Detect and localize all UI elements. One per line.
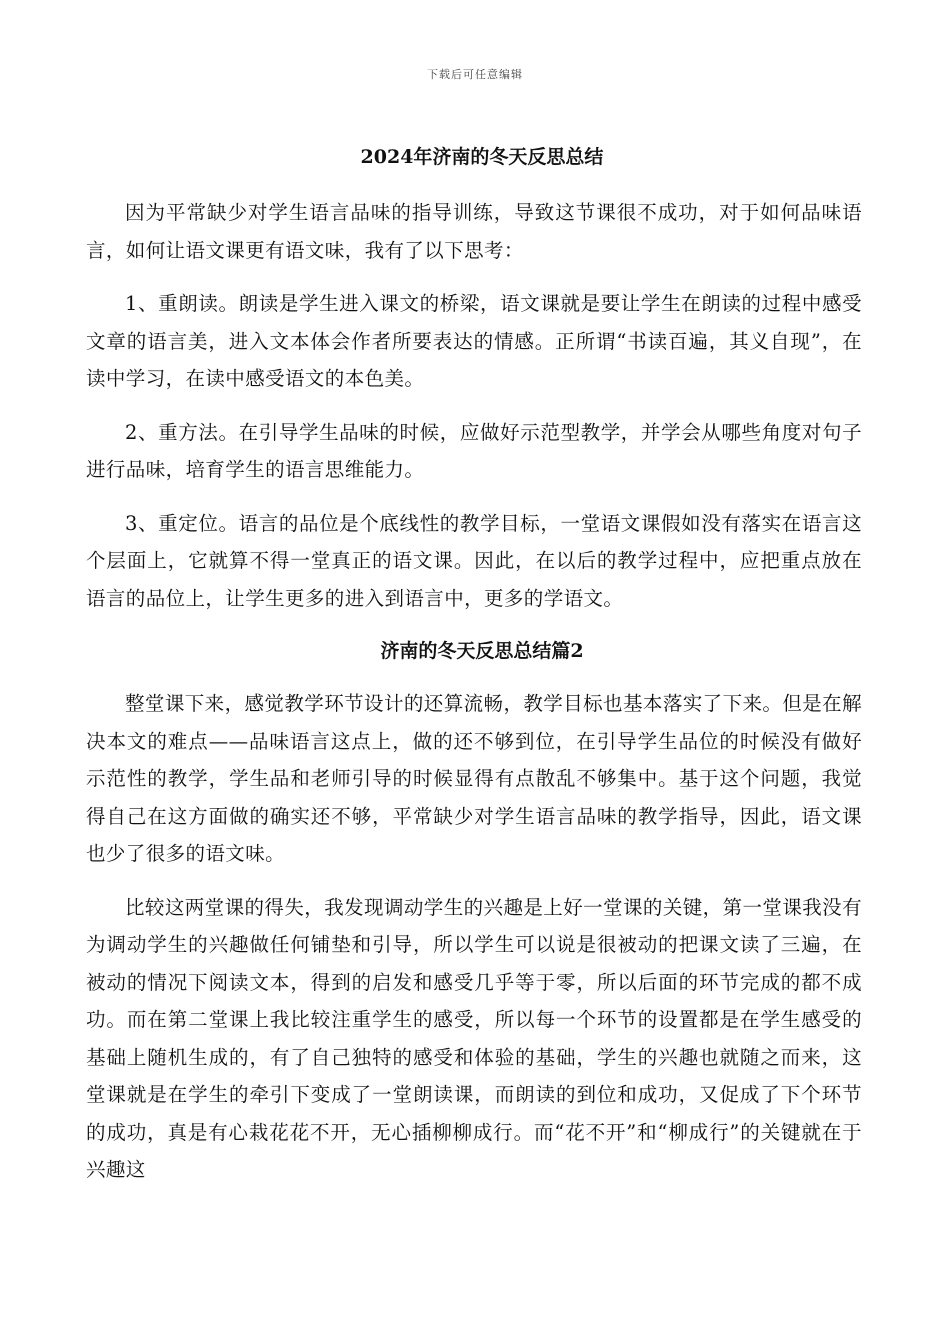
point-2-paragraph: 2、重方法。在引导学生品味的时候，应做好示范型教学，并学会从哪些角度对句子进行品味，培育学生的语言思维能力。 xyxy=(86,420,862,481)
header-note: 下载后可任意编辑 xyxy=(427,68,523,81)
point-3-paragraph: 3、重定位。语言的品位是个底线性的教学目标，一堂语文课假如没有落实在语言这个层面上，它就算不得一堂真正的语文课。因此，在以后的教学过程中，应把重点放在语言的品位上，让学生更多的进入到语言中，更多的学语文。 xyxy=(86,511,862,610)
section-2-paragraph-2: 比较这两堂课的得失，我发现调动学生的兴趣是上好一堂课的关键，第一堂课我没有为调动学生的兴趣做任何铺垫和引导，所以学生可以说是很被动的把课文读了三遍，在被动的情况下阅读文本，得到的启发和感受几乎等于零，所以后面的环节完成的都不成功。而在第二堂课上我比较注重学生的感受，所以每一个环节的设置都是在学生感受的基础上随机生成的，有了自己独特的感受和体验的基础，学生的兴趣也就随之而来，这堂课就是在学生的牵引下变成了一堂朗读课，而朗读的到位和成功，又促成了下个环节的成功，真是有心栽花花不开，无心插柳柳成行。而“花不开”和“柳成行”的关键就在于兴趣这 xyxy=(86,895,862,1181)
document-body xyxy=(86,140,862,1189)
document-title: 2024年济南的冬天反思总结 xyxy=(360,146,604,168)
point-1-paragraph: 1、重朗读。朗读是学生进入课文的桥梁，语文课就是要让学生在朗读的过程中感受文章的语言美，进入文本体会作者所要表达的情感。正所谓“书读百遍，其义自现”，在读中学习，在读中感受语文的本色美。 xyxy=(86,292,862,390)
section-2-paragraph-1: 整堂课下来，感觉教学环节设计的还算流畅，教学目标也基本落实了下来。但是在解决本文的难点——品味语言这点上，做的还不够到位，在引导学生品位的时候没有做好示范性的教学，学生品和老师引导的时候显得有点散乱不够集中。基于这个问题，我觉得自己在这方面做的确实还不够，平常缺少对学生语言品味的教学指导，因此，语文课也少了很多的语文味。 xyxy=(86,692,862,865)
section-2-title: 济南的冬天反思总结篇2 xyxy=(380,640,584,662)
intro-paragraph: 因为平常缺少对学生语言品味的指导训练，导致这节课很不成功，对于如何品味语言，如何让语文课更有语文味，我有了以下思考： xyxy=(86,201,862,262)
